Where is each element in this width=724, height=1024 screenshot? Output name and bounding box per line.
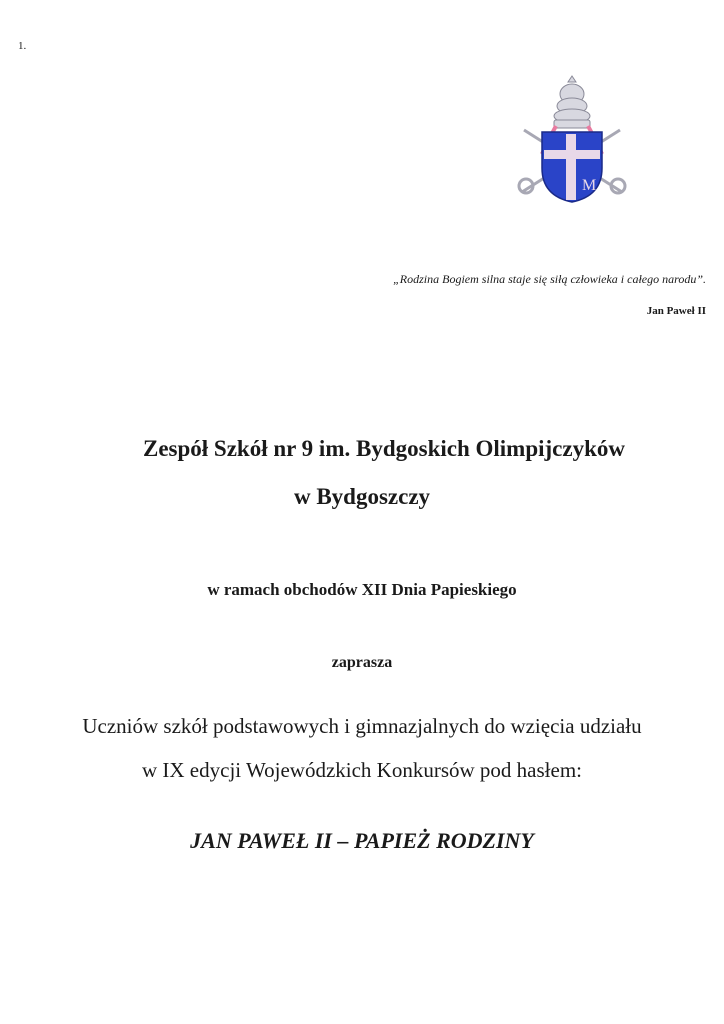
papal-coat-of-arms-icon xyxy=(512,72,632,206)
school-name-line2: w Bydgoszczy xyxy=(293,484,431,509)
occasion-text: w ramach obchodów XII Dnia Papieskiego xyxy=(207,580,517,599)
contest-motto: JAN PAWEŁ II – PAPIEŻ RODZINY xyxy=(190,828,534,853)
svg-text:M: M xyxy=(582,177,597,194)
invitation-line2: w IX edycji Wojewódzkich Konkursów pod hasłem: xyxy=(141,758,582,782)
quote-text: „Rodzina Bogiem silna staje się siłą człowieka i całego narodu”. xyxy=(393,272,706,286)
school-name-line1: Zespół Szkół nr 9 im. Bydgoskich Olimpijczyków xyxy=(142,436,625,461)
invitation-line1: Uczniów szkół podstawowych i gimnazjalnych do wzięcia udziału xyxy=(82,714,642,738)
quote-author: Jan Paweł II xyxy=(646,305,706,317)
page-number: 1. xyxy=(18,40,27,52)
invites-text: zaprasza xyxy=(331,654,393,671)
